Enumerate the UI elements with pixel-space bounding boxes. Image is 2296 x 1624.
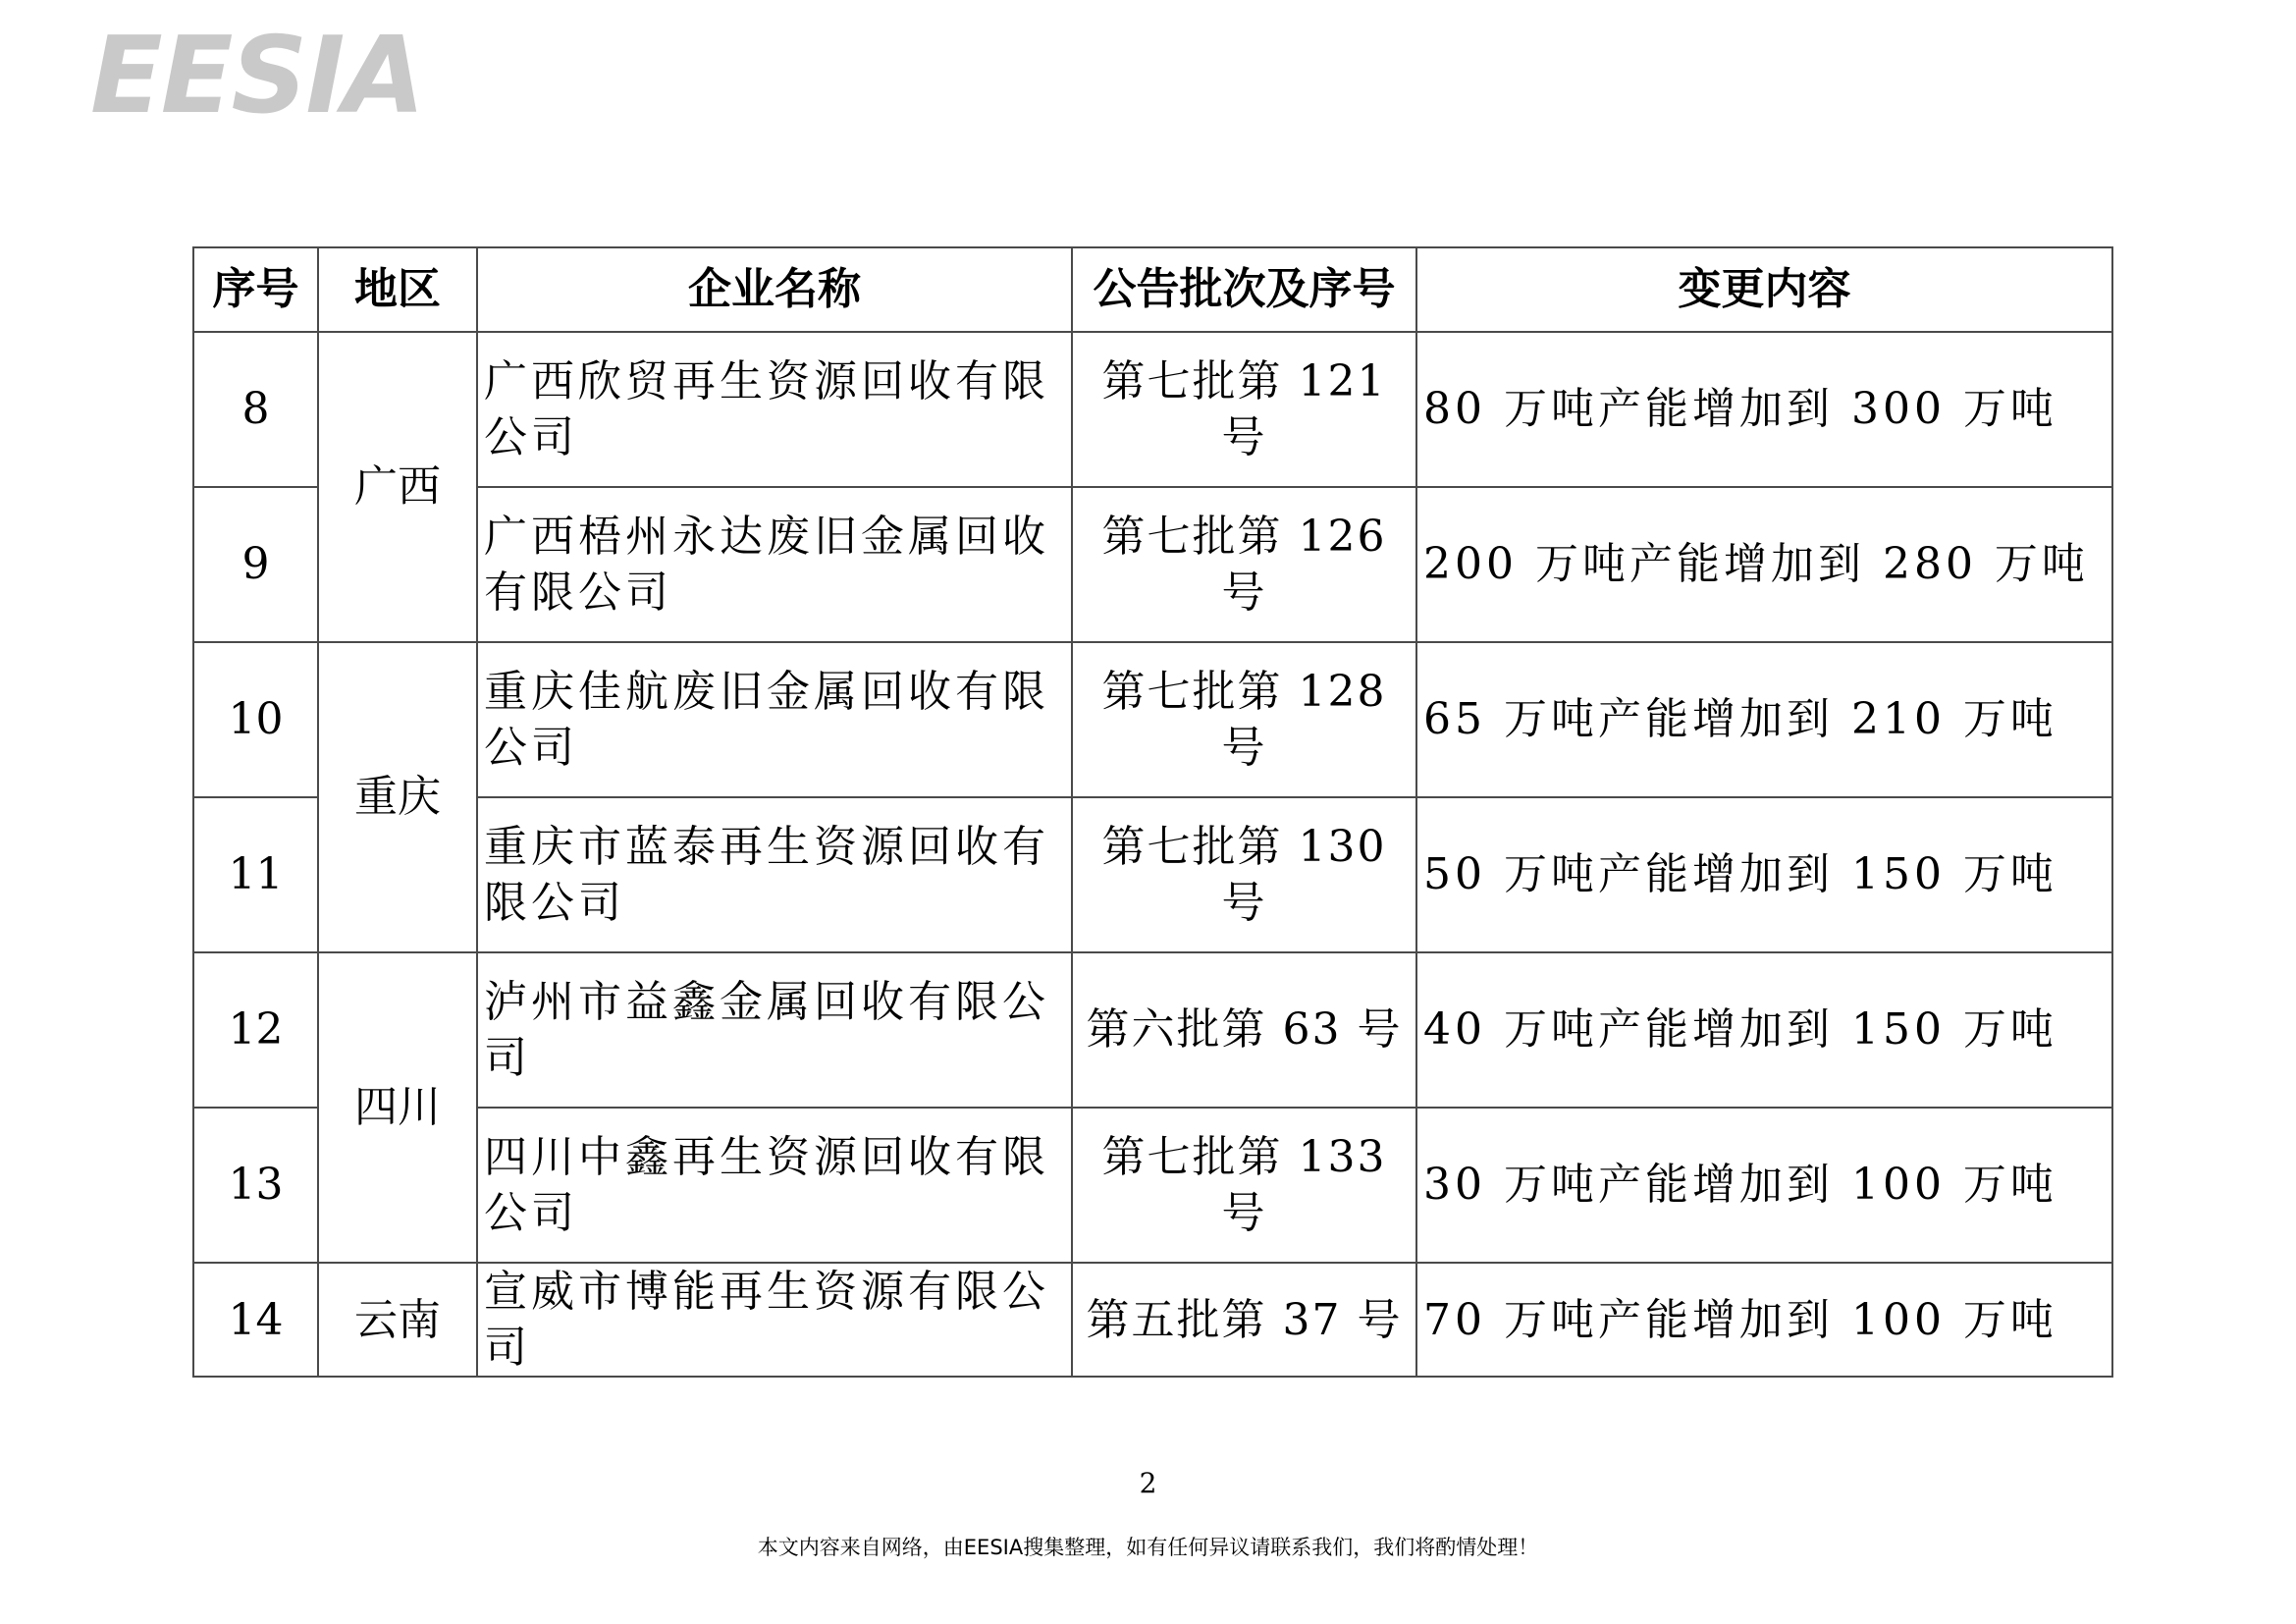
row-batch: 第七批第 133 号 (1072, 1108, 1416, 1263)
table-row (193, 1263, 2112, 1377)
header-region: 地区 (318, 247, 477, 332)
row-change: 30 万吨产能增加到 100 万吨 (1416, 1108, 2112, 1263)
row-seq: 14 (193, 1263, 318, 1377)
row-batch: 第六批第 63 号 (1072, 952, 1416, 1108)
row-seq: 12 (193, 952, 318, 1108)
row-company: 广西欣贸再生资源回收有限公司 (477, 332, 1072, 487)
row-seq: 13 (193, 1108, 318, 1263)
table-header-row (193, 247, 2112, 332)
row-company: 四川中鑫再生资源回收有限公司 (477, 1108, 1072, 1263)
enterprise-change-table (192, 246, 2113, 1378)
table-row (193, 487, 2112, 642)
row-company: 重庆市蓝泰再生资源回收有限公司 (477, 797, 1072, 952)
row-change: 80 万吨产能增加到 300 万吨 (1416, 332, 2112, 487)
row-change: 200 万吨产能增加到 280 万吨 (1416, 487, 2112, 642)
page-number: 2 (1139, 1467, 1157, 1499)
row-region: 四川 (318, 952, 477, 1263)
row-batch: 第七批第 126 号 (1072, 487, 1416, 642)
header-change: 变更内容 (1416, 247, 2112, 332)
row-company: 广西梧州永达废旧金属回收有限公司 (477, 487, 1072, 642)
table-row (193, 1108, 2112, 1263)
table-row (193, 797, 2112, 952)
header-batch: 公告批次及序号 (1072, 247, 1416, 332)
row-batch: 第五批第 37 号 (1072, 1263, 1416, 1377)
row-region: 广西 (318, 332, 477, 642)
row-seq: 10 (193, 642, 318, 797)
table-row (193, 332, 2112, 487)
row-region: 重庆 (318, 642, 477, 952)
row-company: 重庆佳航废旧金属回收有限公司 (477, 642, 1072, 797)
row-batch: 第七批第 121 号 (1072, 332, 1416, 487)
table-row (193, 952, 2112, 1108)
footer-disclaimer: 本文内容来自网络，由EESIA搜集整理，如有任何异议请联系我们，我们将酌情处理！ (757, 1536, 1539, 1559)
row-region: 云南 (318, 1263, 477, 1377)
header-seq: 序号 (193, 247, 318, 332)
row-batch: 第七批第 128 号 (1072, 642, 1416, 797)
row-batch: 第七批第 130 号 (1072, 797, 1416, 952)
row-change: 70 万吨产能增加到 100 万吨 (1416, 1263, 2112, 1377)
row-change: 40 万吨产能增加到 150 万吨 (1416, 952, 2112, 1108)
row-company: 泸州市益鑫金属回收有限公司 (477, 952, 1072, 1108)
table-row (193, 642, 2112, 797)
row-company: 宣威市博能再生资源有限公司 (477, 1263, 1072, 1377)
row-seq: 11 (193, 797, 318, 952)
row-change: 50 万吨产能增加到 150 万吨 (1416, 797, 2112, 952)
row-seq: 8 (193, 332, 318, 487)
row-seq: 9 (193, 487, 318, 642)
header-company: 企业名称 (477, 247, 1072, 332)
row-change: 65 万吨产能增加到 210 万吨 (1416, 642, 2112, 797)
eesia-logo: EESIA (90, 15, 424, 137)
